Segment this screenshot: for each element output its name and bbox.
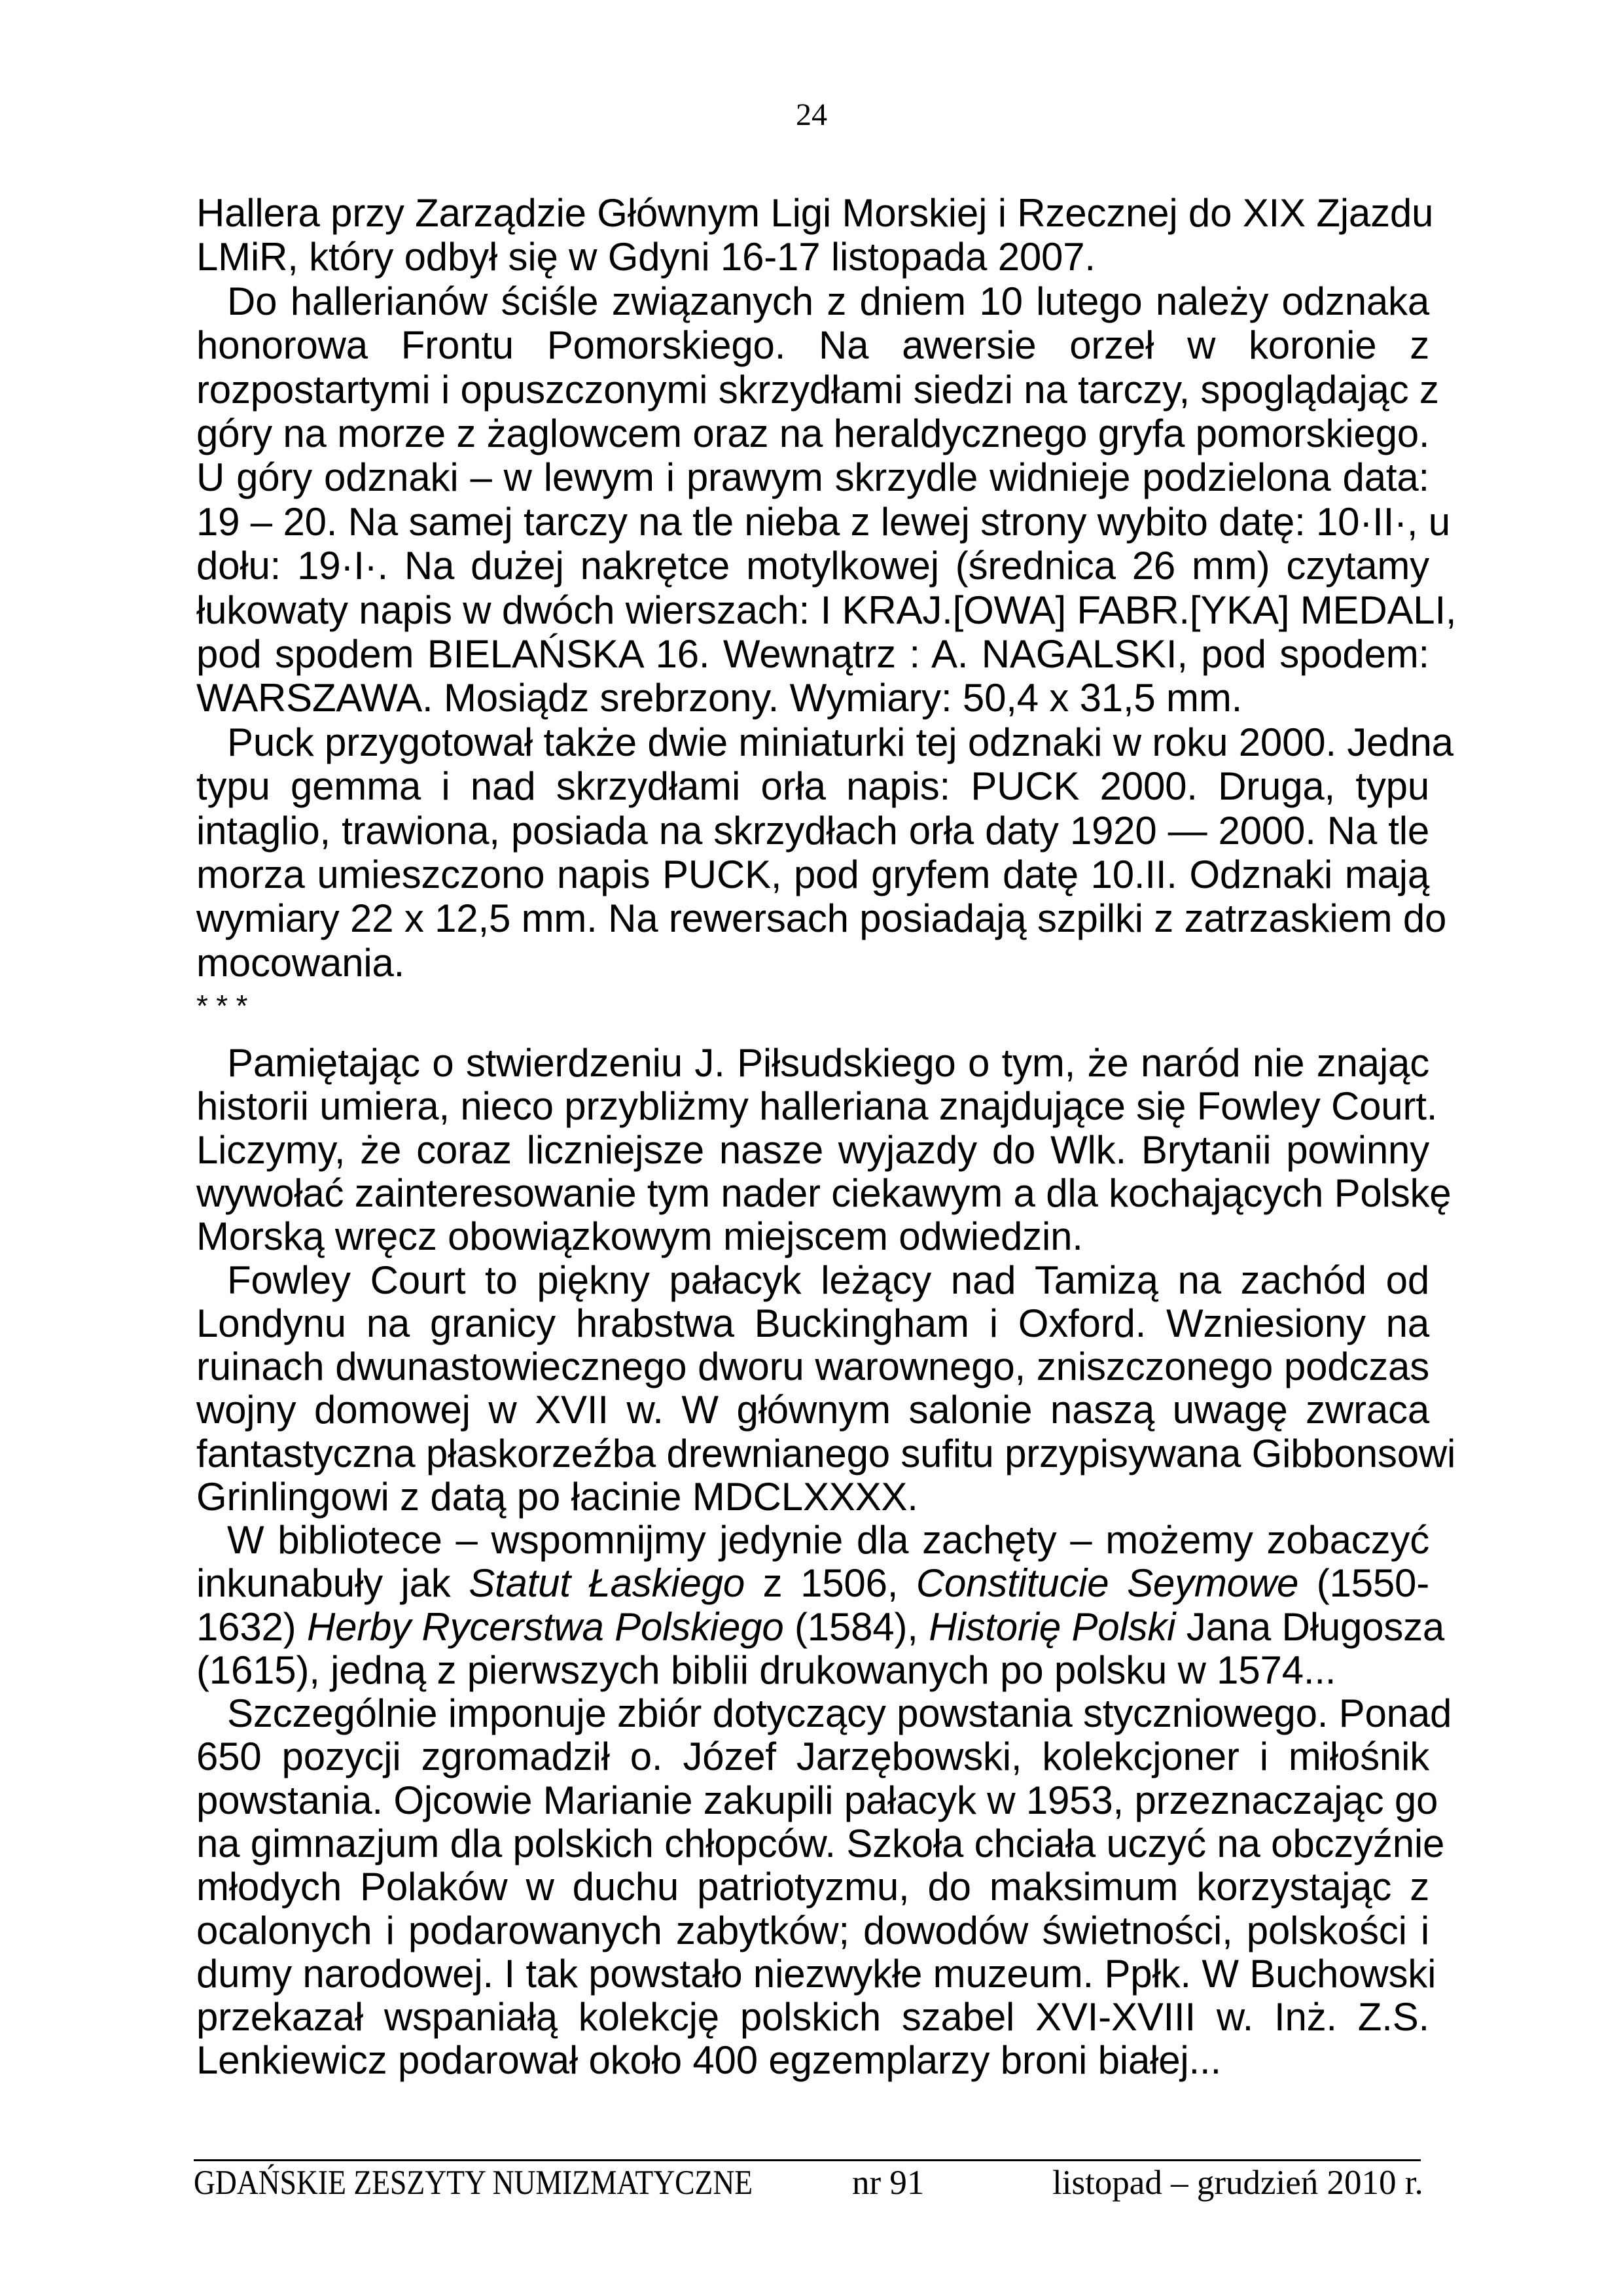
text-line: 650 pozycji zgromadził o. Józef Jarzębowski, kolekcjoner i miłośnik	[196, 1735, 1429, 1778]
book-title: Historię Polski	[929, 1605, 1176, 1649]
text-line: fantastyczna płaskorzeźba drewnianego sufitu przypisywana Gibbonsowi	[196, 1432, 1456, 1475]
paragraph-start-line: Pamiętając o stwierdzeniu J. Piłsudskiego o tym, że naród nie znając	[227, 1041, 1429, 1085]
text-line: intaglio, trawiona, posiada na skrzydłach orła daty 1920 — 2000. Na tle	[196, 809, 1429, 853]
text-line: mocowania.	[196, 941, 405, 985]
text-line: przekazał wspaniałą kolekcję polskich szabel XVI-XVIII w. Inż. Z.S.	[196, 1995, 1429, 2039]
issue-date: listopad – grudzień 2010 r.	[1052, 2164, 1423, 2202]
paragraph-start-line: Fowley Court to piękny pałacyk leżący nad Tamizą na zachód od	[227, 1258, 1429, 1302]
page-footer	[0, 2163, 1623, 2202]
text-line: ruinach dwunastowiecznego dworu warownego, zniszczonego podczas	[196, 1345, 1429, 1388]
text-line-with-titles	[196, 1561, 1429, 1605]
text-line: Morską wręcz obowiązkowym miejscem odwiedzin.	[196, 1214, 1083, 1258]
text-line: U góry odznaki – w lewym i prawym skrzydle widnieje podzielona data:	[196, 455, 1429, 499]
page-number: 24	[796, 97, 827, 132]
text-segment: 1632)	[196, 1605, 307, 1649]
text-segment: (1550-	[1298, 1561, 1429, 1605]
text-line: ocalonych i podarowanych zabytków; dowodów świetności, polskości i	[196, 1909, 1429, 1952]
text-line: młodych Polaków w duchu patriotyzmu, do maksimum korzystając z	[196, 1865, 1429, 1909]
text-line: honorowa Frontu Pomorskiego. Na awersie orzeł w koronie z	[196, 323, 1429, 367]
text-line: Lenkiewicz podarował około 400 egzemplarzy broni białej...	[196, 2038, 1221, 2082]
book-title: Statut Łaskiego	[469, 1561, 745, 1605]
paragraph-start-line: W bibliotece – wspomnijmy jedynie dla zachęty – możemy zobaczyć	[227, 1518, 1429, 1562]
text-line: łukowaty napis w dwóch wierszach: I KRAJ.[OWA] FABR.[YKA] MEDALI,	[196, 588, 1457, 632]
text-segment: z 1506,	[745, 1561, 916, 1605]
paragraph-start-line: Szczególnie imponuje zbiór dotyczący powstania styczniowego. Ponad	[227, 1691, 1452, 1735]
text-line: typu gemma i nad skrzydłami orła napis: PUCK 2000. Druga, typu	[196, 764, 1429, 808]
text-line: (1615), jedną z pierwszych biblii drukowanych po polsku w 1574...	[196, 1648, 1336, 1692]
text-line-with-titles	[196, 1605, 1445, 1649]
issue-number: nr 91	[852, 2164, 925, 2202]
section-separator: * * *	[196, 989, 248, 1023]
text-line: wymiary 22 x 12,5 mm. Na rewersach posiadają szpilki z zatrzaskiem do	[196, 896, 1447, 940]
book-title: Herby Rycerstwa Polskiego	[306, 1605, 784, 1649]
text-segment: (1584),	[783, 1605, 929, 1649]
text-line: Grinlingowi z datą po łacinie MDCLXXXX.	[196, 1475, 918, 1519]
text-line: LMiR, który odbył się w Gdyni 16-17 listopada 2007.	[196, 235, 1096, 279]
footer-divider	[194, 2159, 1421, 2161]
text-line: historii umiera, nieco przybliżmy halleriana znajdujące się Fowley Court.	[196, 1084, 1438, 1128]
text-line: powstania. Ojcowie Marianie zakupili pałacyk w 1953, przeznaczając go	[196, 1778, 1438, 1822]
text-line: 19 – 20. Na samej tarczy na tle nieba z lewej strony wybito datę: 10·II·, u	[196, 500, 1450, 544]
text-line: Londynu na granicy hrabstwa Buckingham i Oxford. Wzniesiony na	[196, 1301, 1429, 1345]
paragraph-start-line: Puck przygotował także dwie miniaturki tej odznaki w roku 2000. Jedna	[227, 720, 1454, 764]
text-segment: Jana Długosza	[1175, 1605, 1445, 1649]
text-line: dołu: 19·I·. Na dużej nakrętce motylkowej (średnica 26 mm) czytamy	[196, 544, 1429, 588]
text-line: morza umieszczono napis PUCK, pod gryfem datę 10.II. Odznaki mają	[196, 853, 1429, 896]
text-line: góry na morze z żaglowcem oraz na heraldycznego gryfa pomorskiego.	[196, 412, 1430, 455]
text-line: dumy narodowej. I tak powstało niezwykłe muzeum. Ppłk. W Buchowski	[196, 1952, 1436, 1996]
paragraph-start-line: Do hallerianów ściśle związanych z dniem 10 lutego należy odznaka	[227, 279, 1429, 323]
text-segment: inkunabuły jak	[196, 1561, 469, 1605]
text-line: Hallera przy Zarządzie Głównym Ligi Morskiej i Rzecznej do XIX Zjazdu	[196, 191, 1434, 235]
text-line: na gimnazjum dla polskich chłopców. Szkoła chciała uczyć na obczyźnie	[196, 1822, 1445, 1865]
text-line: wojny domowej w XVII w. W głównym salonie naszą uwagę zwraca	[196, 1388, 1429, 1432]
text-line: WARSZAWA. Mosiądz srebrzony. Wymiary: 50,4 x 31,5 mm.	[196, 676, 1243, 720]
journal-title: GDAŃSKIE ZESZYTY NUMIZMATYCZNE	[194, 2164, 753, 2202]
text-line: rozpostartymi i opuszczonymi skrzydłami siedzi na tarczy, spoglądając z	[196, 368, 1439, 412]
text-line: Liczymy, że coraz liczniejsze nasze wyjazdy do Wlk. Brytanii powinny	[196, 1128, 1429, 1172]
book-title: Constitucie Seymowe	[916, 1561, 1299, 1605]
text-line: wywołać zainteresowanie tym nader ciekawym a dla kochających Polskę	[196, 1171, 1452, 1215]
text-line: pod spodem BIELAŃSKA 16. Wewnątrz : A. NAGALSKI, pod spodem:	[196, 632, 1429, 676]
